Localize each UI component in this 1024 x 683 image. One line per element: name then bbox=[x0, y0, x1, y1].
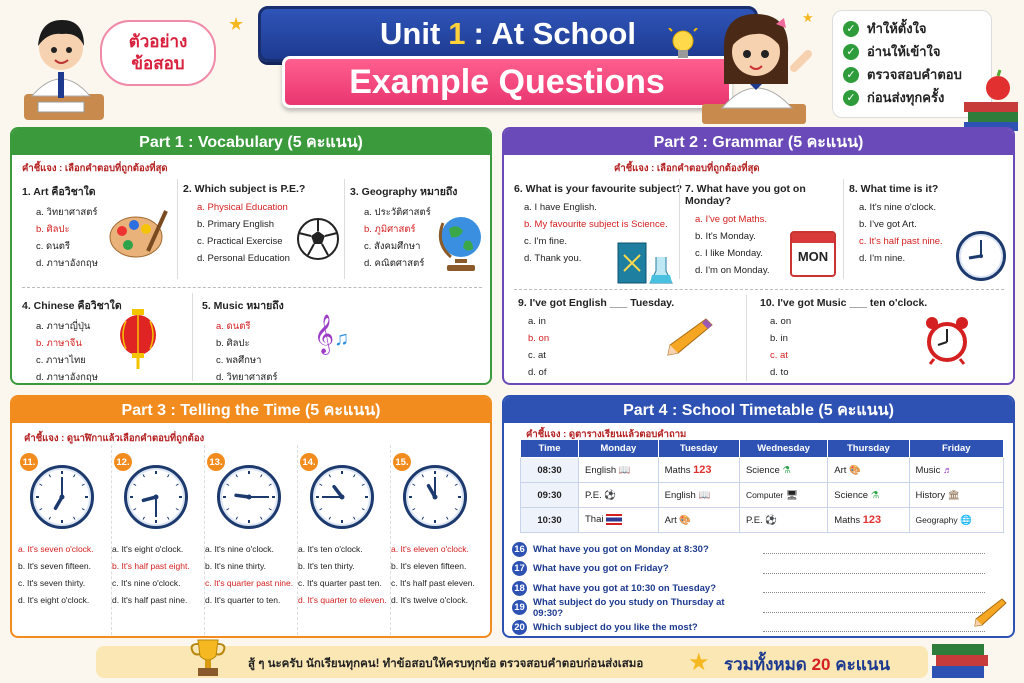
part4-instruction: คำชี้แจง : ดูตารางเรียนแล้วตอบคำถาม bbox=[526, 429, 687, 440]
subject-cell bbox=[828, 508, 909, 533]
total-prefix: รวมทั้งหมด bbox=[724, 655, 807, 674]
option-c[interactable]: c. Practical Exercise bbox=[197, 236, 283, 247]
subject-cell bbox=[739, 483, 827, 508]
option-d[interactable]: d. Personal Education bbox=[197, 253, 290, 264]
trophy-icon bbox=[188, 638, 228, 683]
divider bbox=[746, 295, 747, 381]
option-c[interactable]: c. พลศึกษา bbox=[216, 355, 262, 366]
book-icon: 📖 bbox=[618, 464, 631, 476]
alarm-clock-icon bbox=[924, 315, 970, 370]
girl-student-illustration bbox=[702, 4, 814, 124]
answer-line[interactable] bbox=[763, 622, 985, 632]
option-d[interactable]: d. It's twelve o'clock. bbox=[391, 595, 468, 605]
question-13 bbox=[204, 445, 295, 635]
option-d[interactable]: d. It's eight o'clock. bbox=[18, 595, 90, 605]
option-d[interactable]: d. It's quarter to eleven. bbox=[298, 595, 387, 605]
column-header: Tuesday bbox=[658, 440, 739, 458]
clock-face-icon bbox=[124, 465, 188, 529]
question-15 bbox=[390, 445, 481, 635]
question-text: 6. What is your favourite subject? bbox=[514, 183, 683, 195]
subject-label: Maths bbox=[834, 515, 861, 526]
clock-face-icon bbox=[217, 465, 281, 529]
palette-icon bbox=[108, 207, 168, 266]
option-d[interactable]: d. I'm nine. bbox=[859, 253, 906, 264]
part1-panel bbox=[10, 127, 492, 385]
lightbulb-icon bbox=[668, 28, 698, 69]
thai-flag-icon bbox=[606, 514, 622, 525]
option-d[interactable]: d. of bbox=[528, 367, 547, 378]
column-header: Time bbox=[521, 440, 579, 458]
option-a[interactable]: a. Physical Education bbox=[197, 202, 288, 213]
column-header: Wednesday bbox=[739, 440, 827, 458]
column-header: Friday bbox=[909, 440, 1003, 458]
question-text: What have you got on Friday? bbox=[533, 563, 669, 574]
calendar-icon bbox=[790, 231, 836, 277]
chinese-lantern-icon bbox=[118, 307, 158, 376]
time-cell: 08:30 bbox=[521, 458, 579, 483]
question-4 bbox=[22, 297, 192, 385]
option-a[interactable]: a. in bbox=[528, 316, 546, 327]
option-b[interactable]: b. It's ten thirty. bbox=[298, 561, 355, 571]
subject-cell bbox=[739, 508, 827, 533]
numbers-icon: 123 bbox=[862, 514, 882, 526]
subject-label: Science bbox=[745, 464, 780, 476]
pencil-icon bbox=[666, 317, 714, 362]
option-d[interactable]: d. Thank you. bbox=[524, 253, 582, 264]
example-badge bbox=[100, 20, 216, 86]
subject-label: History bbox=[915, 489, 946, 501]
option-b[interactable]: b. ศิลปะ bbox=[36, 224, 70, 235]
option-c[interactable]: c. ภาษาไทย bbox=[36, 355, 86, 366]
question-text: 10. I've got Music ___ ten o'clock. bbox=[760, 297, 928, 309]
option-a[interactable]: a. It's eleven o'clock. bbox=[391, 544, 469, 554]
subject-cell bbox=[579, 483, 659, 508]
question-text: What have you got on Monday at 8:30? bbox=[533, 543, 709, 555]
page-subtitle: Example Questions bbox=[349, 62, 665, 101]
question-number: 16 bbox=[512, 542, 527, 557]
part2-header: Part 2 : Grammar (5 คะแนน) bbox=[504, 129, 1013, 155]
subject-cell bbox=[658, 483, 739, 508]
option-c[interactable]: c. It's half past eleven. bbox=[391, 578, 475, 588]
tip-item bbox=[843, 86, 981, 109]
time-cell: 10:30 bbox=[521, 508, 579, 533]
option-a[interactable]: a. I have English. bbox=[524, 202, 597, 213]
question-number: 20 bbox=[512, 620, 527, 635]
total-number: 20 bbox=[811, 655, 831, 674]
total-suffix: คะแนน bbox=[835, 655, 890, 674]
question-text: 1. Art คือวิชาใด bbox=[22, 186, 96, 198]
star-icon: ★ bbox=[228, 14, 245, 34]
divider bbox=[344, 179, 345, 279]
question-text: 5. Music หมายถึง bbox=[202, 300, 284, 312]
option-b[interactable]: b. Primary English bbox=[197, 219, 275, 230]
clock-face-icon bbox=[310, 465, 374, 529]
options-list bbox=[391, 541, 482, 609]
part2-instruction: คำชี้แจง : เลือกคำตอบที่ถูกต้องที่สุด bbox=[614, 163, 760, 174]
question-text: What have you got at 10:30 on Tuesday? bbox=[533, 582, 716, 594]
tip-text: ก่อนส่งทุกครั้ง bbox=[867, 90, 945, 105]
question-16 bbox=[512, 541, 992, 557]
numbers-icon: 123 bbox=[693, 464, 712, 476]
tip-text: ตรวจสอบคำตอบ bbox=[867, 67, 962, 82]
question-number: 17 bbox=[512, 561, 527, 576]
option-b[interactable]: b. ศิลปะ bbox=[216, 338, 250, 349]
footer-message: สู้ ๆ นะครับ นักเรียนทุกคน! ทำข้อสอบให้ครบทุกข้อ ตรวจสอบคำตอบก่อนส่งเสมอ bbox=[248, 658, 644, 670]
pillar-icon: 🏛 bbox=[947, 489, 960, 501]
check-icon: ✓ bbox=[843, 90, 859, 106]
option-c[interactable]: c. It's quarter past nine. bbox=[205, 578, 294, 588]
table-row bbox=[521, 458, 1004, 483]
subject-label: Music bbox=[915, 464, 941, 476]
subject-cell bbox=[658, 458, 739, 483]
clock-icon bbox=[956, 231, 1006, 281]
science-book-icon bbox=[616, 241, 674, 290]
check-icon: ✓ bbox=[843, 21, 859, 37]
music-notes-icon: 𝄞♫ bbox=[314, 315, 350, 353]
option-d[interactable]: d. It's half past nine. bbox=[112, 595, 188, 605]
question-text: 9. I've got English ___ Tuesday. bbox=[518, 297, 675, 309]
pencil-icon bbox=[974, 597, 1008, 632]
options-list bbox=[18, 541, 109, 609]
divider bbox=[679, 179, 680, 279]
subject-label: Geography bbox=[915, 514, 958, 525]
option-c[interactable]: c. สังคมศึกษา bbox=[364, 241, 421, 252]
subject-cell bbox=[658, 508, 739, 533]
tip-item bbox=[843, 40, 981, 63]
divider bbox=[192, 293, 193, 381]
question-number: 14. bbox=[300, 453, 318, 471]
answer-line[interactable] bbox=[763, 603, 985, 613]
question-19 bbox=[512, 596, 992, 619]
tip-text: ทำให้ตั้งใจ bbox=[867, 21, 927, 36]
question-number: 12. bbox=[114, 453, 132, 471]
subject-label: Maths bbox=[664, 465, 691, 476]
part1-instruction: คำชี้แจง : เลือกคำตอบที่ถูกต้องที่สุด bbox=[22, 163, 168, 174]
check-icon: ✓ bbox=[843, 44, 859, 60]
part1-header: Part 1 : Vocabulary (5 คะแนน) bbox=[12, 129, 490, 155]
option-d[interactable]: d. คณิตศาสตร์ bbox=[364, 258, 425, 269]
soccer-ball-icon bbox=[296, 217, 340, 266]
option-d[interactable]: d. ภาษาอังกฤษ bbox=[36, 258, 98, 269]
timetable-header-row bbox=[521, 440, 1004, 458]
answer-line[interactable] bbox=[763, 564, 985, 574]
badge-line2: ข้อสอบ bbox=[131, 54, 185, 73]
question-text: 2. Which subject is P.E.? bbox=[183, 183, 306, 195]
question-12 bbox=[111, 445, 202, 635]
option-a[interactable]: a. ดนตรี bbox=[216, 321, 251, 332]
option-b[interactable]: b. ภูมิศาสตร์ bbox=[364, 224, 416, 235]
question-number: 15. bbox=[393, 453, 411, 471]
tip-item bbox=[843, 63, 981, 86]
star-icon: ★ bbox=[688, 649, 710, 676]
option-a[interactable]: a. It's eight o'clock. bbox=[112, 544, 184, 554]
question-17 bbox=[512, 561, 992, 577]
part4-panel bbox=[502, 395, 1015, 638]
divider bbox=[177, 179, 178, 279]
option-b[interactable]: b. It's Monday. bbox=[695, 231, 756, 242]
part3-header: Part 3 : Telling the Time (5 คะแนน) bbox=[12, 397, 490, 423]
title-prefix: Unit bbox=[380, 16, 441, 51]
option-a[interactable]: a. It's ten o'clock. bbox=[298, 544, 363, 554]
question-text: 8. What time is it? bbox=[849, 183, 939, 195]
option-a[interactable]: a. วิทยาศาสตร์ bbox=[36, 207, 98, 218]
globe-icon bbox=[437, 213, 485, 278]
option-c[interactable]: c. I'm fine. bbox=[524, 236, 567, 247]
book-icon: 📖 bbox=[698, 489, 711, 501]
option-a[interactable]: a. ประวัติศาสตร์ bbox=[364, 207, 431, 218]
option-d[interactable]: d. It's quarter to ten. bbox=[205, 595, 281, 605]
option-a[interactable]: a. It's seven o'clock. bbox=[18, 544, 94, 554]
option-a[interactable]: a. I've got Maths. bbox=[695, 214, 768, 225]
books-stack-icon bbox=[930, 640, 990, 683]
music-note-icon: ♬ bbox=[942, 464, 953, 476]
subject-cell bbox=[579, 508, 659, 533]
part2-panel bbox=[502, 127, 1015, 385]
column-header: Thursday bbox=[828, 440, 909, 458]
part3-panel bbox=[10, 395, 492, 638]
subject-label: P.E. bbox=[745, 514, 763, 526]
tip-item bbox=[843, 17, 981, 40]
computer-icon: 🖥 bbox=[785, 489, 798, 501]
question-text: 3. Geography หมายถึง bbox=[350, 186, 458, 198]
subject-label: English bbox=[664, 489, 696, 501]
check-icon: ✓ bbox=[843, 67, 859, 83]
option-a[interactable]: a. It's nine o'clock. bbox=[205, 544, 274, 554]
option-d[interactable]: d. I'm on Monday. bbox=[695, 265, 770, 276]
option-b[interactable]: b. It's seven fifteen. bbox=[18, 561, 91, 571]
option-c[interactable]: c. at bbox=[770, 350, 788, 361]
subject-cell bbox=[909, 458, 1003, 483]
subject-cell bbox=[739, 458, 827, 483]
calendar-label: MON bbox=[797, 249, 829, 264]
option-b[interactable]: b. My favourite subject is Science. bbox=[524, 219, 668, 230]
question-text: 4. Chinese คือวิชาใด bbox=[22, 300, 122, 312]
question-text: 7. What have you got on Monday? bbox=[685, 183, 806, 207]
option-d[interactable]: d. to bbox=[770, 367, 789, 378]
option-d[interactable]: d. ภาษาอังกฤษ bbox=[36, 372, 98, 383]
option-c[interactable]: c. It's seven thirty. bbox=[18, 578, 86, 588]
option-c[interactable]: c. It's quarter past ten. bbox=[298, 578, 382, 588]
footer-bar bbox=[96, 646, 928, 678]
palette-icon: 🎨 bbox=[679, 514, 692, 526]
option-a[interactable]: a. ภาษาญี่ปุ่น bbox=[36, 321, 91, 332]
subject-cell bbox=[828, 483, 909, 508]
subject-label: Thai bbox=[585, 514, 604, 526]
part3-instruction: คำชี้แจง : ดูนาฬิกาแล้วเลือกคำตอบที่ถูกต้อง bbox=[24, 433, 205, 444]
question-text: What subject do you study on Thursday at 09:30? bbox=[533, 596, 725, 619]
palette-icon: 🎨 bbox=[849, 464, 861, 476]
answer-line[interactable] bbox=[763, 583, 985, 593]
clock-face-icon bbox=[403, 465, 467, 529]
option-c[interactable]: c. I like Monday. bbox=[695, 248, 763, 259]
option-b[interactable]: b. It's nine thirty. bbox=[205, 561, 266, 571]
title-suffix: : At School bbox=[473, 16, 636, 51]
star-icon: ★ bbox=[802, 10, 814, 25]
subject-cell bbox=[909, 508, 1003, 533]
question-text: Which subject do you like the most? bbox=[533, 621, 698, 633]
divider bbox=[843, 179, 844, 279]
timetable bbox=[520, 439, 1004, 533]
option-c[interactable]: c. It's half past nine. bbox=[859, 236, 943, 247]
total-score bbox=[724, 651, 890, 678]
subject-cell bbox=[828, 458, 909, 483]
options-list bbox=[112, 541, 203, 609]
boy-student-illustration bbox=[18, 6, 104, 122]
badge-line1: ตัวอย่าง bbox=[128, 32, 188, 51]
option-b[interactable]: b. It's eleven fifteen. bbox=[391, 561, 467, 571]
divider bbox=[22, 287, 482, 288]
options-list bbox=[298, 541, 389, 609]
subject-label: Art bbox=[834, 464, 847, 476]
column-header: Monday bbox=[579, 440, 659, 458]
option-b[interactable]: b. in bbox=[770, 333, 788, 344]
answer-line[interactable] bbox=[763, 544, 985, 554]
question-number: 13. bbox=[207, 453, 225, 471]
option-b[interactable]: b. ภาษาจีน bbox=[36, 338, 82, 349]
question-number: 19 bbox=[512, 600, 527, 615]
flask-icon: ⚗ bbox=[870, 489, 880, 501]
divider bbox=[514, 289, 1004, 290]
options-list bbox=[205, 541, 296, 609]
clock-face-icon bbox=[30, 465, 94, 529]
subject-cell bbox=[579, 458, 659, 483]
option-b[interactable]: b. on bbox=[528, 333, 550, 344]
subject-label: Computer bbox=[745, 489, 784, 500]
option-a[interactable]: a. It's nine o'clock. bbox=[859, 202, 937, 213]
option-a[interactable]: a. on bbox=[770, 316, 792, 327]
soccer-ball-icon: ⚽ bbox=[765, 514, 778, 526]
subject-label: English bbox=[585, 464, 617, 476]
flask-icon: ⚗ bbox=[782, 464, 791, 476]
soccer-ball-icon: ⚽ bbox=[604, 489, 617, 501]
question-11 bbox=[18, 445, 109, 635]
question-20 bbox=[512, 619, 992, 635]
option-b[interactable]: b. I've got Art. bbox=[859, 219, 917, 230]
table-row bbox=[521, 483, 1004, 508]
time-cell: 09:30 bbox=[521, 483, 579, 508]
question-number: 18 bbox=[512, 581, 527, 596]
subject-label: P.E. bbox=[585, 489, 602, 501]
title-unit-number: 1 bbox=[448, 16, 466, 51]
option-b[interactable]: b. It's half past eight. bbox=[112, 561, 190, 571]
subject-label: Art bbox=[664, 514, 677, 526]
question-18 bbox=[512, 580, 992, 596]
part4-header: Part 4 : School Timetable (5 คะแนน) bbox=[504, 397, 1013, 423]
subject-label: Science bbox=[834, 489, 869, 501]
table-row bbox=[521, 508, 1004, 533]
option-d[interactable]: d. วิทยาศาสตร์ bbox=[216, 372, 278, 383]
question-number: 11. bbox=[20, 453, 38, 471]
question-14 bbox=[297, 445, 388, 635]
option-c[interactable]: c. at bbox=[528, 350, 546, 361]
option-c[interactable]: c. It's nine o'clock. bbox=[112, 578, 181, 588]
option-c[interactable]: c. ดนตรี bbox=[36, 241, 70, 252]
subject-cell bbox=[909, 483, 1003, 508]
globe-icon: 🌐 bbox=[960, 514, 973, 526]
tip-text: อ่านให้เข้าใจ bbox=[867, 44, 941, 59]
